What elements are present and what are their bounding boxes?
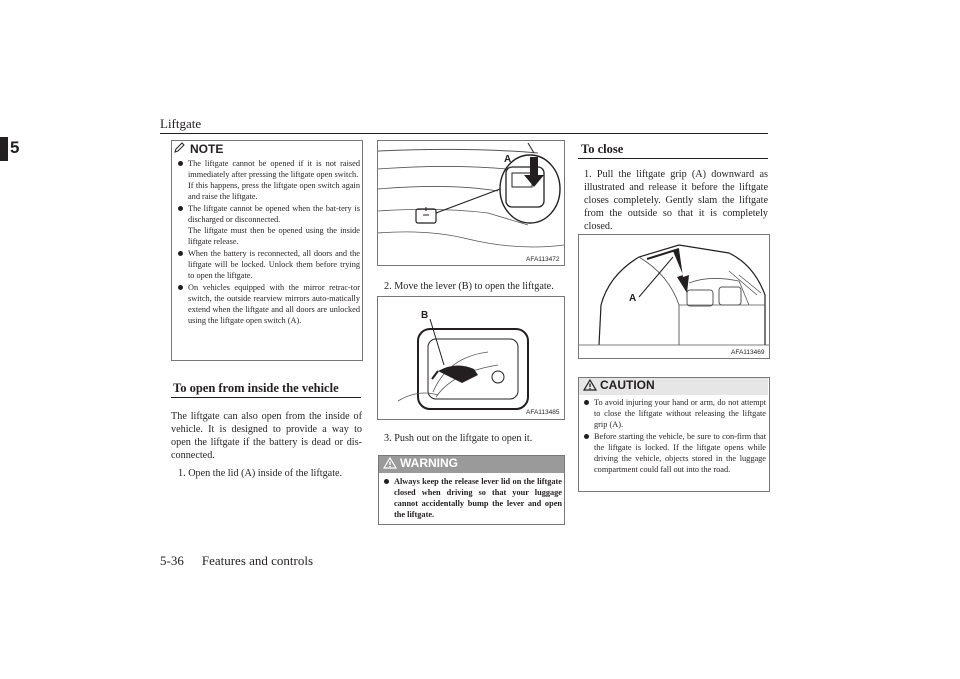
figure-release-lever	[377, 296, 565, 420]
page-footer	[160, 553, 313, 569]
warning-triangle-icon	[383, 457, 397, 469]
note-item: The liftgate cannot be opened when the bat-tery is discharged or disconnected. The liftgate must then be opened using the inside liftgate release.	[178, 203, 360, 247]
figure-lid-location	[377, 140, 565, 266]
warning-list	[384, 476, 562, 521]
warning-item: Always keep the release lever lid on the liftgate closed when driving so that your luggage cannot accidentally bump the lever and open the liftgate.	[384, 476, 562, 520]
note-list	[178, 158, 360, 327]
caution-triangle-icon	[583, 379, 597, 391]
page-number: 5-36	[160, 553, 184, 568]
liftgate-closing-illustration	[579, 235, 769, 358]
section-rule	[578, 158, 768, 159]
pencil-icon	[174, 142, 186, 156]
figure-code: AFA113485	[526, 409, 560, 416]
page-header-title: Liftgate	[160, 116, 202, 131]
step-2-move-lever: 2. Move the lever (B) to open the liftgate.	[384, 281, 554, 292]
caution-item: Before starting the vehicle, be sure to con-firm that the liftgate is locked. If the liftgate opens while driving the vehicle, objects stored in the luggage compartment could fall out into the road.	[584, 431, 766, 475]
figure-code: AFA113469	[731, 349, 765, 356]
note-item: When the battery is reconnected, all doors and the liftgate will be locked. Unlock them before trying to open the liftgate.	[178, 248, 360, 281]
caution-item: To avoid injuring your hand or arm, do not attempt to close the liftgate without releasing the liftgate grip (A).	[584, 397, 766, 430]
step-1-pull-grip: 1. Pull the liftgate grip (A) downward as illustrated and release it before the liftgate closes completely. Gently slam the liftgate from the outside so that it is completely closed.	[584, 169, 768, 232]
caution-label: CAUTION	[600, 378, 655, 392]
chapter-tab-marker	[0, 137, 8, 161]
warning-heading	[379, 456, 564, 473]
figure-callout-a: A	[504, 154, 512, 165]
warning-label: WARNING	[400, 456, 458, 470]
note-item: On vehicles equipped with the mirror retrac-tor switch, the outside rearview mirrors auto-matically extend when the liftgate and all doors are unlocked using the liftgate open switch (A).	[178, 282, 360, 326]
figure-callout-b: B	[421, 310, 429, 321]
liftgate-interior-illustration	[378, 141, 564, 265]
figure-code: AFA113472	[526, 256, 560, 263]
note-heading	[174, 142, 223, 158]
step-1-open-lid: 1. Open the lid (A) inside of the liftgate.	[178, 468, 343, 479]
note-label: NOTE	[190, 142, 224, 156]
header-rule	[160, 133, 768, 134]
note-item: The liftgate cannot be opened if it is not raised immediately after pressing the liftgate open switch. If this happens, press the liftgate open switch again and raise the liftgate.	[178, 158, 360, 202]
section-title-close: To close	[581, 142, 624, 156]
section-title-open-inside: To open from inside the vehicle	[173, 381, 339, 395]
caution-list	[584, 397, 766, 476]
footer-section: Features and controls	[201, 553, 314, 568]
intro-paragraph: The liftgate can also open from the inside of vehicle. It is designed to provide a way to open the liftgate if the battery is dead or dis-connected.	[171, 411, 362, 461]
section-rule	[171, 397, 361, 398]
caution-heading	[579, 378, 768, 395]
figure-callout-a: A	[629, 293, 637, 304]
release-lever-illustration	[378, 297, 564, 419]
chapter-number: 5	[10, 138, 20, 157]
figure-liftgate-grip	[578, 234, 770, 359]
step-3-push-out: 3. Push out on the liftgate to open it.	[384, 433, 533, 444]
